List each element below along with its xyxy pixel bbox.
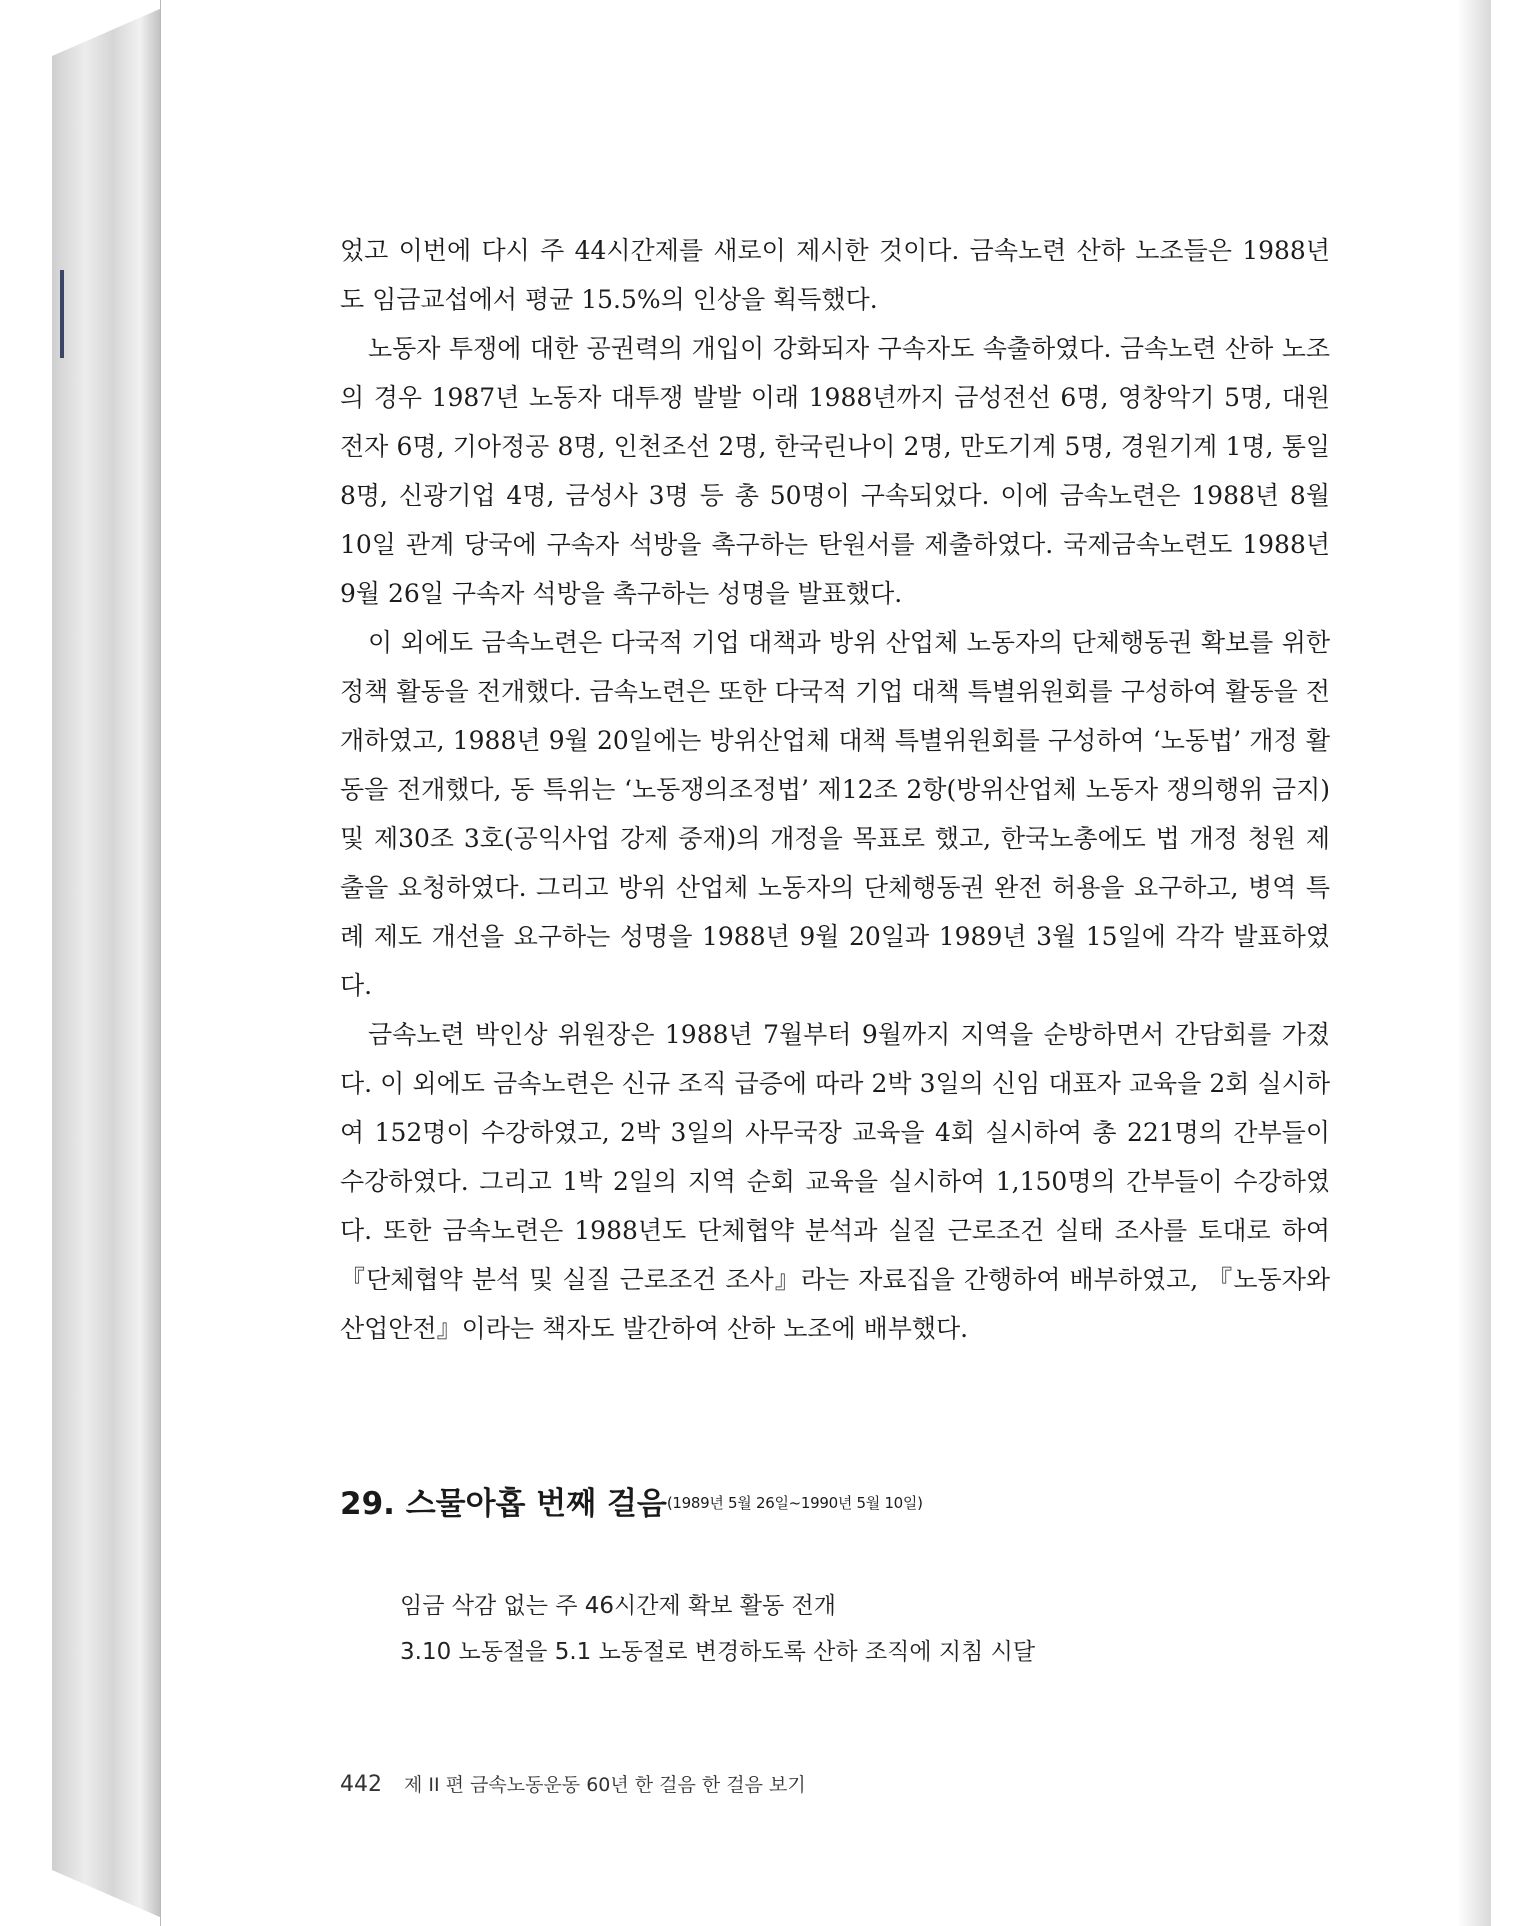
paragraph-2: 노동자 투쟁에 대한 공권력의 개입이 강화되자 구속자도 속출하였다. 금속노련 산하 노조의 경우 1987년 노동자 대투쟁 발발 이래 1988년까지 금성전선 6명, 영창악기 5명, 대원전자 6명, 기아정공 8명, 인천조선 2명, 한국린나이 2명, 만도기계 5명, 경원기계 1명, 통일 8명, 신광기업 4명, 금성사 3명 등 총 50명이 구속되었다. 이에 금속노련은 1988년 8월 10일 관계 당국에 구속자 석방을 촉구하는 탄원서를 제출하였다. 국제금속노련도 1988년 9월 26일 구속자 석방을 촉구하는 성명을 발표했다. [340,334,1330,608]
paragraph-4: 금속노련 박인상 위원장은 1988년 7월부터 9월까지 지역을 순방하면서 간담회를 가졌다. 이 외에도 금속노련은 신규 조직 급증에 따라 2박 3일의 신임 대표자 교육을 2회 실시하여 152명이 수강하였고, 2박 3일의 사무국장 교육을 4회 실시하여 총 221명의 간부들이 수강하였다. 그리고 1박 2일의 지역 순회 교육을 실시하여 1,150명의 간부들이 수강하였다. 또한 금속노련은 1988년도 단체협약 분석과 실질 근로조건 실태 조사를 토대로 하여 『단체협약 분석 및 실질 근로조건 조사』라는 자료집을 간행하여 배부하였고, 『노동자와 산업안전』이라는 책자도 발간하여 산하 노조에 배부했다. [340,1020,1330,1343]
running-title: 제 II 편 금속노동운동 60년 한 걸음 한 걸음 보기 [404,1774,806,1796]
summary-item: 3.10 노동절을 5.1 노동절로 변경하도록 산하 조직에 지침 시달 [400,1639,1036,1665]
spine-mark [60,270,64,358]
paragraph-3: 이 외에도 금속노련은 다국적 기업 대책과 방위 산업체 노동자의 단체행동권 확보를 위한 정책 활동을 전개했다. 금속노련은 또한 다국적 기업 대책 특별위원회를 구성하여 활동을 전개하였고, 1988년 9월 20일에는 방위산업체 대책 특별위원회를 구성하여 ‘노동법’ 개정 활동을 전개했다, 동 특위는 ‘노동쟁의조정법’ 제12조 2항(방위산업체 노동자 쟁의행위 금지) 및 제30조 3호(공익사업 강제 중재)의 개정을 목표로 했고, 한국노총에도 법 개정 청원 제출을 요청하였다. 그리고 방위 산업체 노동자의 단체행동권 완전 허용을 요구하고, 병역 특례 제도 개선을 요구하는 성명을 1988년 9월 20일과 1989년 3월 15일에 각각 발표하였다. [340,628,1330,1000]
summary-item: 임금 삭감 없는 주 46시간제 확보 활동 전개 [400,1593,836,1619]
paragraph-1: 었고 이번에 다시 주 44시간제를 새로이 제시한 것이다. 금속노련 산하 노조들은 1988년 도 임금교섭에서 평균 15.5%의 인상을 획득했다. [340,236,1330,314]
body-text [340,226,1330,1353]
section-dates: (1989년 5월 26일~1990년 5월 10일) [666,1494,923,1512]
book-spine-edge [52,8,162,1918]
page-fold-shadow [1457,0,1491,1926]
section-title: 29. 스물아홉 번째 걸음 [340,1486,667,1522]
section-heading [340,1478,923,1523]
page-number: 442 [340,1772,382,1797]
section-summary [400,1583,1035,1675]
page-footer [340,1770,806,1797]
